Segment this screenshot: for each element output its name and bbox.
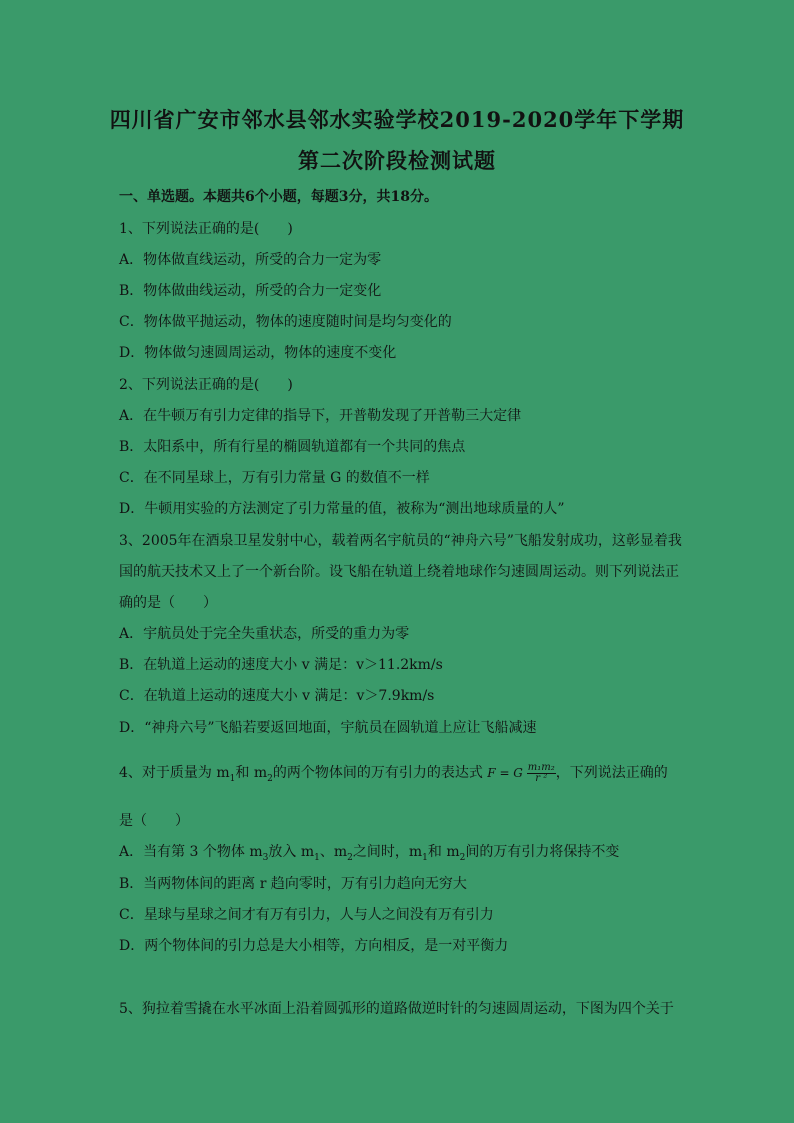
q1-option-d: D．物体做匀速圆周运动，物体的速度不变化 (119, 345, 397, 361)
q3-option-a: A．宇航员处于完全失重状态，所受的重力为零 (119, 626, 410, 642)
option-text: 之间时，m (352, 844, 423, 860)
subscript: 3 (262, 852, 269, 863)
subscript: 1 (422, 852, 428, 863)
gravitation-formula (487, 763, 555, 784)
q3-stem-line-1: 3、2005年在酒泉卫星发射中心，载着两名宇航员的“神舟六号”飞船发射成功，这彰显着我 (119, 533, 682, 549)
q2-option-b: B．太阳系中，所有行星的椭圆轨道都有一个共同的焦点 (119, 439, 466, 455)
q4-stem-line-1 (119, 762, 668, 784)
q4-stem-text: ，下列说法正确的 (555, 765, 668, 781)
q4-stem-text: 和 m (235, 765, 268, 781)
formula-denominator: r ² (535, 772, 548, 784)
q3-option-c: C．在轨道上运动的速度大小 v 满足：v＞7.9km/s (119, 688, 435, 704)
q2-stem: 2、下列说法正确的是( ) (119, 377, 293, 393)
q4-option-d: D．两个物体间的引力总是大小相等，方向相反，是一对平衡力 (119, 938, 509, 954)
q4-option-c: C．星球与星球之间才有万有引力，人与人之间没有万有引力 (119, 907, 494, 923)
q3-option-d: D．“神舟六号”飞船若要返回地面，宇航员在圆轨道上应让飞船减速 (119, 720, 537, 736)
q3-stem-line-2: 国的航天技术又上了一个新台阶。设飞船在轨道上绕着地球作匀速圆周运动。则下列说法正 (119, 564, 679, 580)
subscript: 2 (267, 773, 273, 784)
title-line-2: 第二次阶段检测试题 (298, 148, 496, 173)
section-heading: 一、单选题。本题共6个小题，每题3分，共18分。 (119, 189, 438, 205)
q4-stem-text: 的两个物体间的万有引力的表达式 (272, 765, 483, 781)
formula-lhs: F = G (487, 765, 523, 780)
title-line-1: 四川省广安市邻水县邻水实验学校2019-2020学年下学期 (109, 107, 685, 132)
q5-stem-line-1: 5、狗拉着雪撬在水平冰面上沿着圆弧形的道路做逆时针的匀速圆周运动，下图为四个关于 (119, 1001, 674, 1017)
option-text: 放入 m (268, 844, 315, 860)
subscript: 2 (459, 852, 466, 863)
formula-fraction (527, 763, 556, 784)
option-text: 间的万有引力将保持不变 (465, 844, 620, 860)
q4-option-a (119, 841, 619, 863)
subscript: 2 (347, 852, 353, 863)
q4-stem-line-2: 是（ ） (119, 813, 189, 829)
q2-option-d: D．牛顿用实验的方法测定了引力常量的值，被称为“测出地球质量的人” (119, 501, 565, 517)
q1-option-c: C．物体做平抛运动，物体的速度随时间是均匀变化的 (119, 314, 452, 330)
formula-numerator: m₁m₂ (527, 761, 555, 773)
subscript: 1 (229, 773, 236, 784)
q1-option-b: B．物体做曲线运动，所受的合力一定变化 (119, 283, 382, 299)
q1-option-a: A．物体做直线运动，所受的合力一定为零 (119, 252, 382, 268)
q1-stem: 1、下列说法正确的是( ) (119, 221, 293, 237)
q4-option-b: B．当两物体间的距离 r 趋向零时，万有引力趋向无穷大 (119, 876, 467, 892)
q2-option-c: C．在不同星球上，万有引力常量 G 的数值不一样 (119, 470, 430, 486)
q2-option-a: A．在牛顿万有引力定律的指导下，开普勒发现了开普勒三大定律 (119, 408, 522, 424)
option-text: A．当有第 3 个物体 m (119, 844, 263, 860)
subscript: 1 (314, 852, 320, 863)
q4-stem-text: 4、对于质量为 m (119, 765, 230, 781)
q3-option-b: B．在轨道上运动的速度大小 v 满足：v＞11.2km/s (119, 657, 443, 673)
q3-stem-line-3: 确的是（ ） (119, 595, 217, 611)
option-text: 、m (319, 844, 348, 860)
option-text: 和 m (427, 844, 460, 860)
